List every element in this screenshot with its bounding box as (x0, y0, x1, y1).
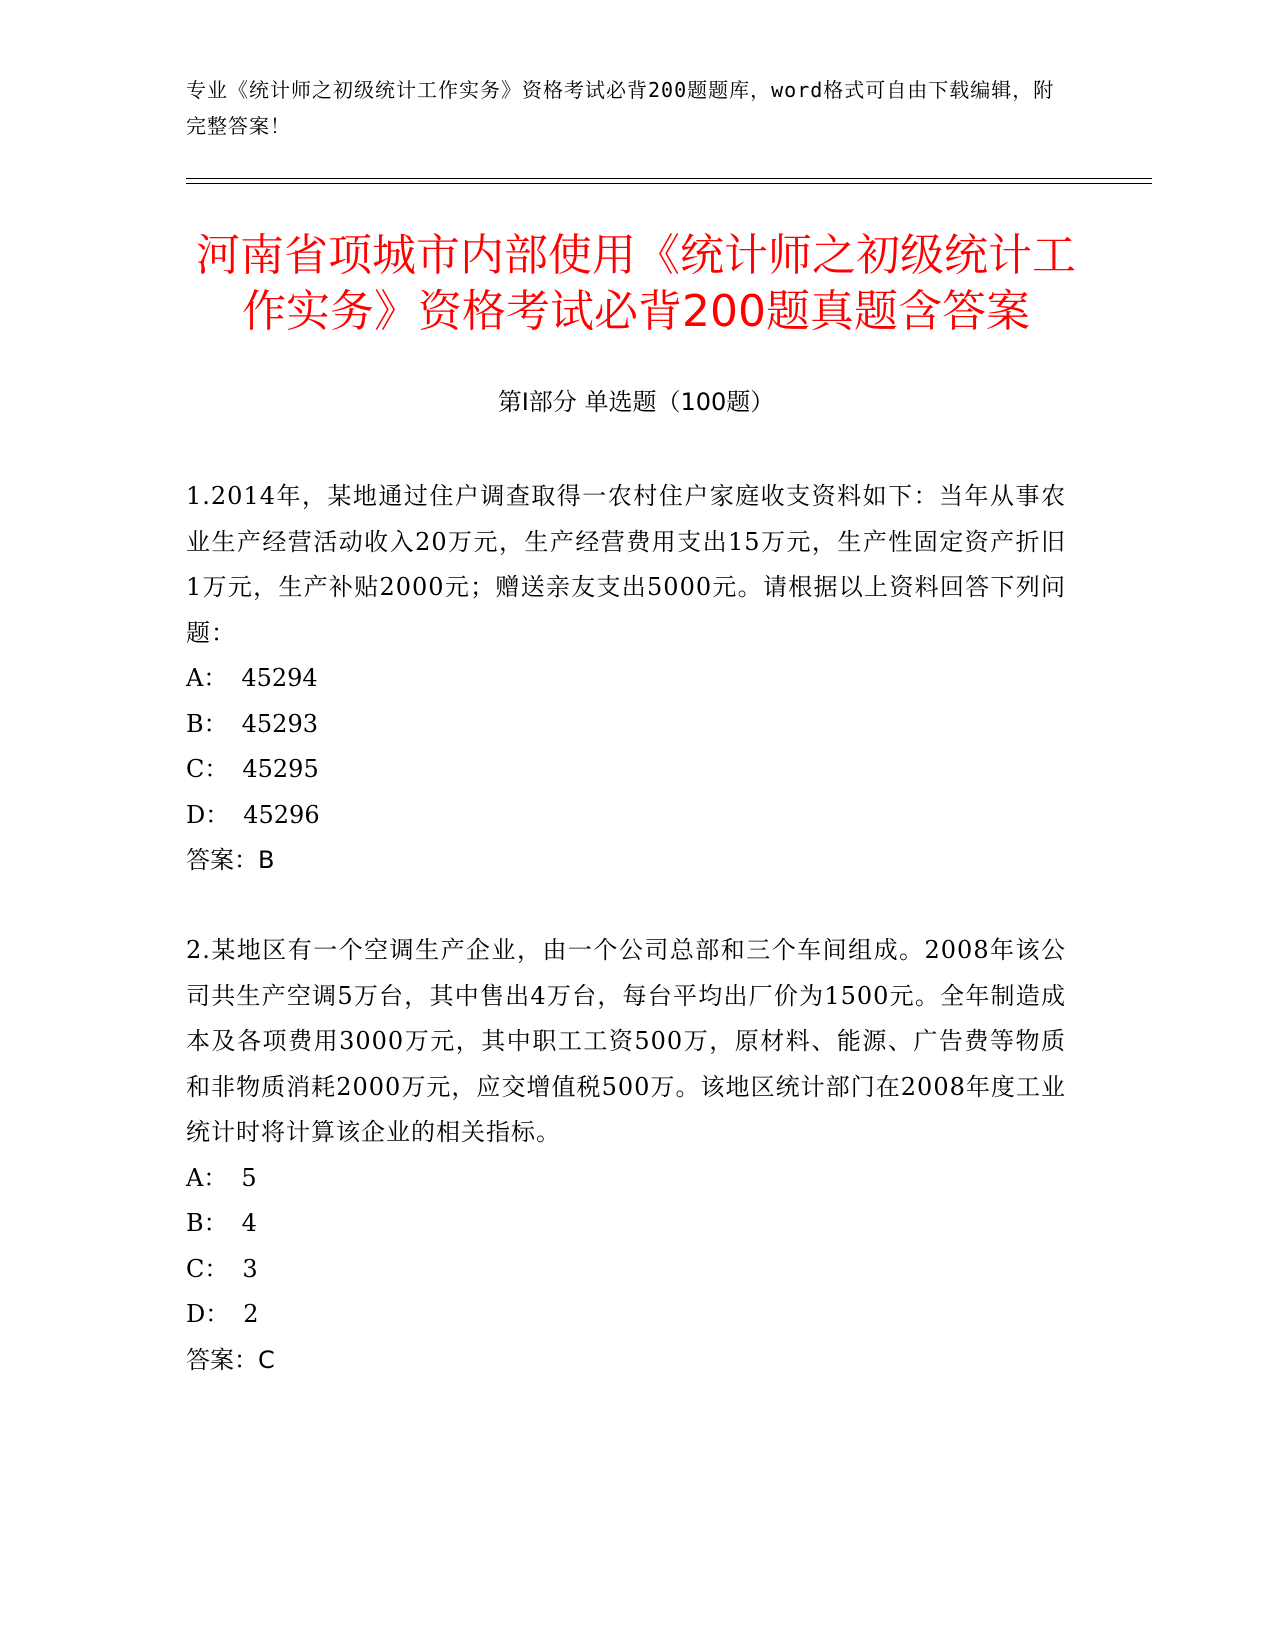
option-value: 45294 (241, 664, 318, 692)
option-value: 2 (243, 1300, 259, 1328)
header-note: 专业《统计师之初级统计工作实务》资格考试必背200题题库，word格式可自由下载编辑，附完整答案！ (186, 78, 1055, 138)
option-d (186, 793, 1066, 839)
option-value: 45296 (243, 800, 320, 829)
option-c (186, 747, 1066, 793)
option-letter: C： (186, 755, 229, 783)
option-value: 45293 (241, 709, 318, 738)
option-letter: D： (186, 800, 230, 829)
question-block (186, 928, 1066, 1383)
header-divider-bottom (186, 183, 1152, 184)
option-letter: D： (186, 1300, 230, 1328)
option-c (186, 1247, 1066, 1293)
option-value: 45295 (242, 755, 319, 783)
option-value: 3 (242, 1254, 258, 1283)
option-letter: A： (186, 1163, 228, 1192)
option-d (186, 1292, 1066, 1338)
answer-line: 答案：B (186, 846, 275, 874)
option-b (186, 1201, 1066, 1247)
document-title: 河南省项城市内部使用《统计师之初级统计工作实务》资格考试必背200题真题含答案 (196, 230, 1076, 337)
question-stem: 1.2014年，某地通过住户调查取得一农村住户家庭收支资料如下：当年从事农业生产经营活动收入20万元，生产经营费用支出15万元，生产性固定资产折旧1万元，生产补贴2000元；赠送亲友支出5000元。请根据以上资料回答下列问题： (186, 482, 1066, 647)
option-a (186, 656, 1066, 702)
option-b (186, 702, 1066, 748)
option-value: 4 (241, 1209, 257, 1237)
option-a (186, 1156, 1066, 1202)
question-stem: 2.某地区有一个空调生产企业，由一个公司总部和三个车间组成。2008年该公司共生产空调5万台，其中售出4万台，每台平均出厂价为1500元。全年制造成本及各项费用3000万元，其中职工工资500万，原材料、能源、广告费等物质和非物质消耗2000万元，应交增值税500万。该地区统计部门在2008年度工业统计时将计算该企业的相关指标。 (186, 936, 1066, 1146)
option-letter: A： (186, 664, 228, 692)
option-letter: C： (186, 1254, 229, 1283)
answer-line: 答案：C (186, 1345, 275, 1374)
option-letter: B： (186, 1209, 228, 1237)
section-title: 第Ⅰ部分 单选题（100题） (497, 388, 775, 416)
option-letter: B： (186, 709, 228, 738)
question-block (186, 474, 1066, 884)
header-divider-top (186, 178, 1152, 179)
option-value: 5 (241, 1163, 257, 1192)
